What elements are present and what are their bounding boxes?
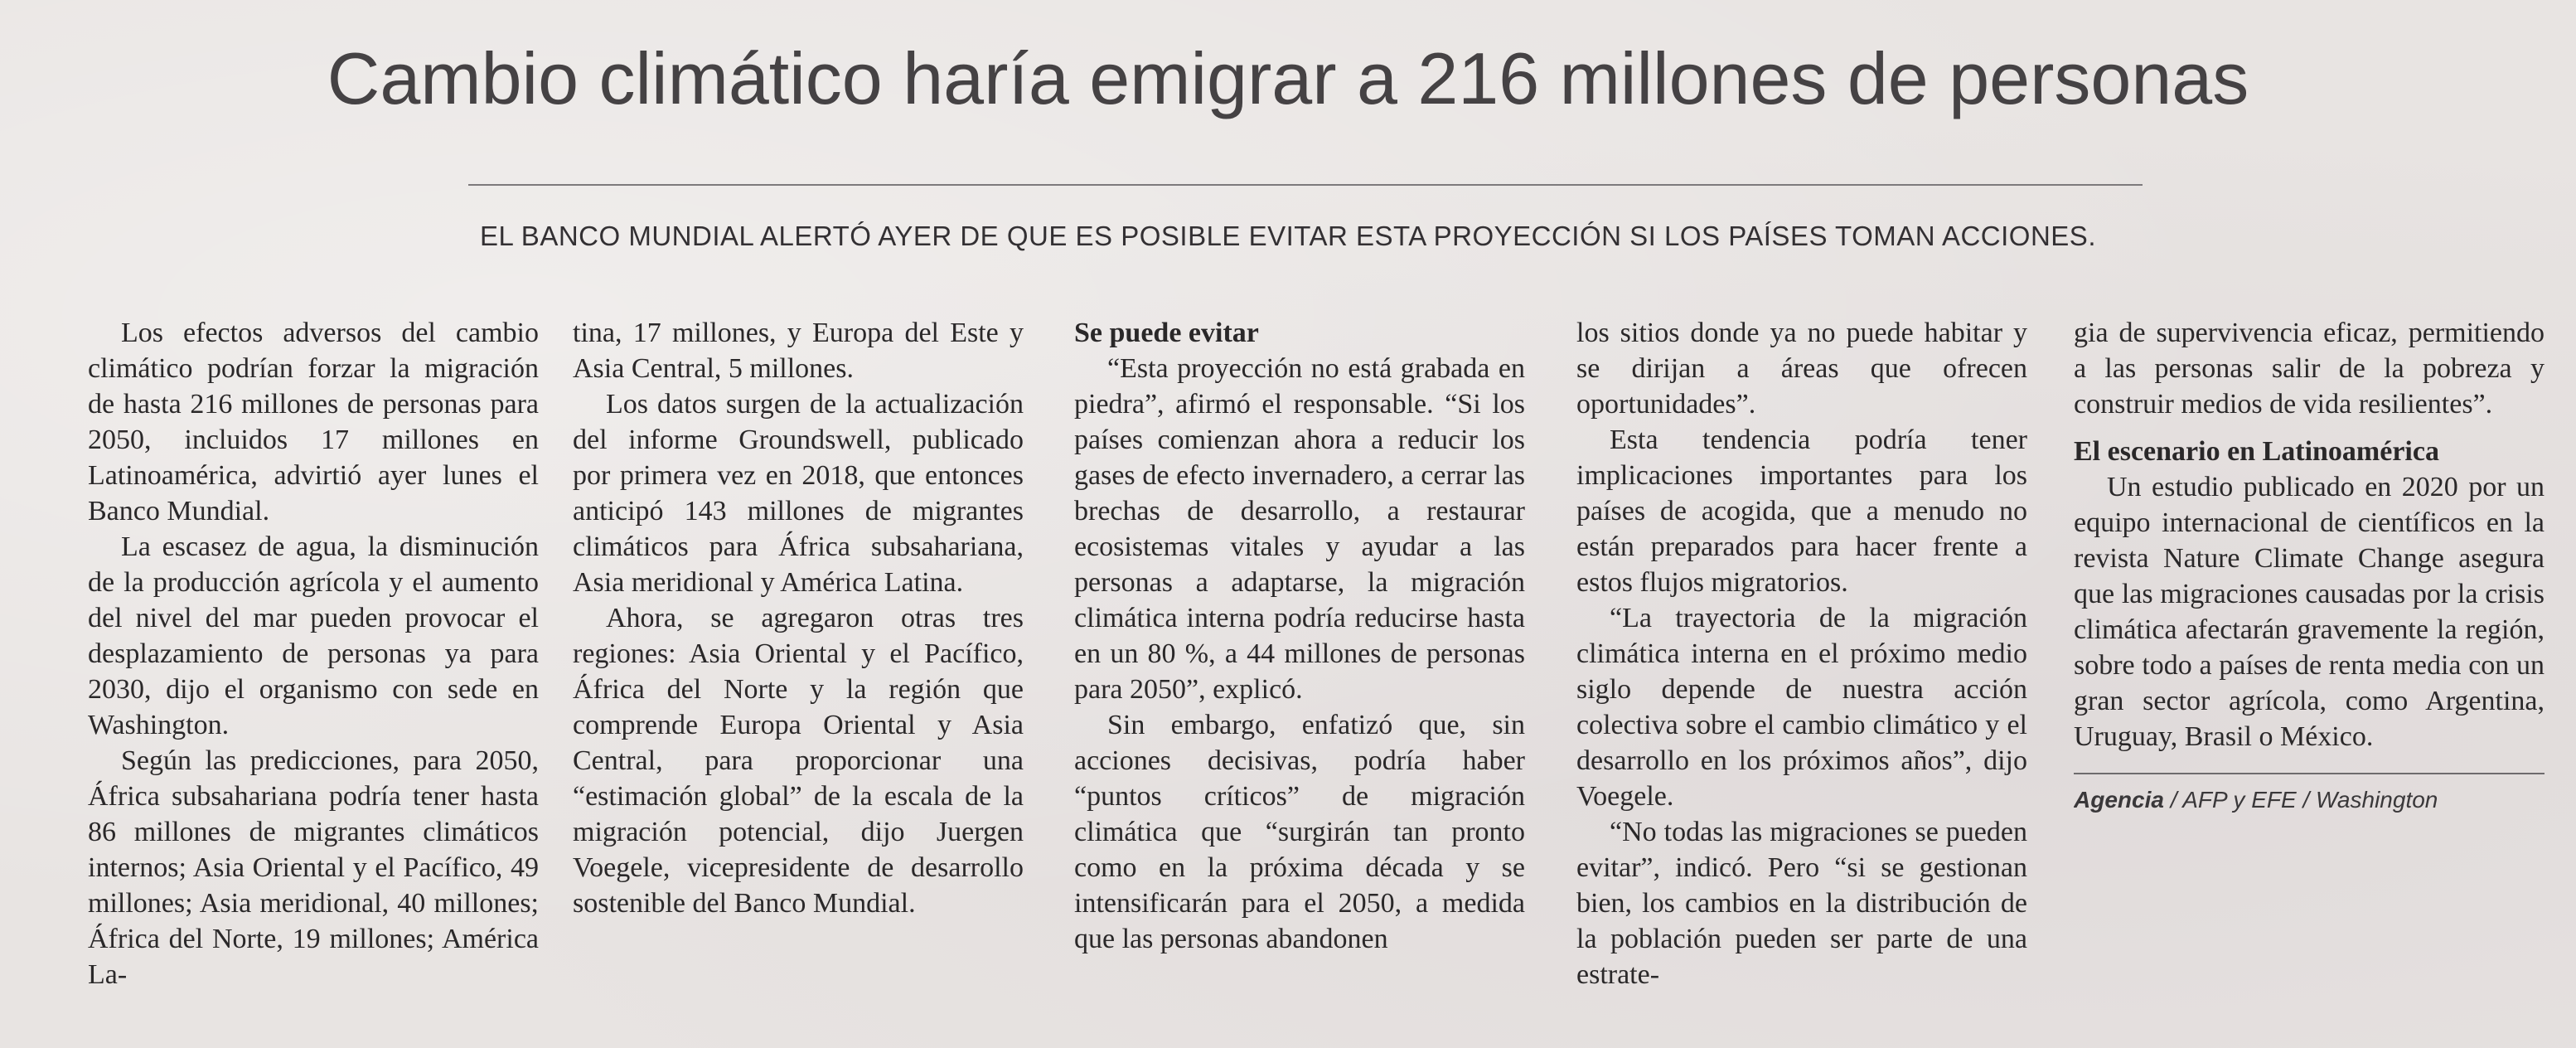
headline-divider	[468, 184, 2143, 186]
paragraph: Los datos surgen de la actualización del informe Groundswell, publicado por primera vez en 2018, que entonces anticipó 143 millones de migrantes climáticos para África subsahariana, Asia meridional y América Latina.	[573, 389, 1024, 598]
paragraph: tina, 17 millones, y Europa del Este y Asia Central, 5 millones.	[573, 318, 1024, 384]
column-5	[2074, 315, 2545, 1003]
column-4	[1576, 315, 2027, 1003]
article-subheadline: EL BANCO MUNDIAL ALERTÓ AYER DE QUE ES POSIBLE EVITAR ESTA PROYECCIÓN SI LOS PAÍSES TOMAN ACCIONES.	[480, 221, 2096, 251]
section-heading-latinoamerica: El escenario en Latinoamérica	[2074, 436, 2439, 467]
credit-agency: Agencia	[2074, 787, 2164, 813]
paragraph: Ahora, se agregaron otras tres regiones: Asia Oriental y el Pacífico, África del Norte y la región que comprende Europa Oriental y Asia Central, para proporcionar una “estimación global” de la escala de la migración potencial, dijo Juergen Voegele, vicepresidente de desarrollo sostenible del Banco Mundial.	[573, 603, 1024, 919]
article-body	[88, 315, 2545, 1003]
paragraph: Un estudio publicado en 2020 por un equipo internacional de científicos en la revista Nature Climate Change asegura que las migraciones causadas por la crisis climática afectarán gravemente la región, sobre todo a países de renta media con un gran sector agrícola, como Argentina, Uruguay, Brasil o México.	[2074, 472, 2545, 752]
paragraph: La escasez de agua, la disminución de la producción agrícola y el aumento del nivel del mar pueden provocar el desplazamiento de personas ya para 2030, dijo el organismo con sede en Washington.	[88, 531, 539, 740]
paragraph: Los efectos adversos del cambio climático podrían forzar la migración de hasta 216 millones de personas para 2050, incluidos 17 millones en Latinoamérica, advirtió ayer lunes el Banco Mundial.	[88, 318, 539, 526]
credit-sources: / AFP y EFE / Washington	[2170, 787, 2438, 813]
paragraph: Según las predicciones, para 2050, África subsahariana podría tener hasta 86 millones de migrantes climáticos internos; Asia Oriental y el Pacífico, 49 millones; Asia meridional, 40 millones; África del Norte, 19 millones; América La-	[88, 745, 539, 990]
paragraph: Sin embargo, enfatizó que, sin acciones decisivas, podría haber “puntos críticos” de migración climática que “surgirán tan pronto como en la próxima década y se intensificarán para el 2050, a medida que las personas abandonen	[1074, 710, 1525, 954]
paragraph: “No todas las migraciones se pueden evitar”, indicó. Pero “si se gestionan bien, los cambios en la distribución de la población pueden ser parte de una estrate-	[1576, 817, 2027, 990]
column-3	[1074, 315, 1525, 1003]
paragraph: “Esta proyección no está grabada en piedra”, afirmó el responsable. “Si los países comienzan ahora a reducir los gases de efecto invernadero, a cerrar las brechas de desarrollo, a restaurar ecosistemas vitales y ayudar a las personas a adaptarse, la migración climática interna podría reducirse hasta en un 80 %, a 44 millones de personas para 2050”, explicó.	[1074, 353, 1525, 705]
column-1	[88, 315, 539, 1003]
column-2	[573, 315, 1024, 1003]
credit-divider	[2074, 773, 2545, 774]
paragraph: gia de supervivencia eficaz, permitiendo a las personas salir de la pobreza y construir medios de vida resilientes”.	[2074, 318, 2545, 420]
section-heading-se-puede-evitar: Se puede evitar	[1074, 318, 1259, 348]
article-headline: Cambio climático haría emigrar a 216 millones de personas	[327, 37, 2249, 119]
paragraph: los sitios donde ya no puede habitar y se dirijan a áreas que ofrecen oportunidades”.	[1576, 318, 2027, 420]
article-credit	[2074, 784, 2545, 816]
paragraph: “La trayectoria de la migración climática interna en el próximo medio siglo depende de nuestra acción colectiva sobre el cambio climático y el desarrollo en los próximos años”, dijo Voegele.	[1576, 603, 2027, 812]
paragraph: Esta tendencia podría tener implicaciones importantes para los países de acogida, que a menudo no están preparados para hacer frente a estos flujos migratorios.	[1576, 425, 2027, 598]
